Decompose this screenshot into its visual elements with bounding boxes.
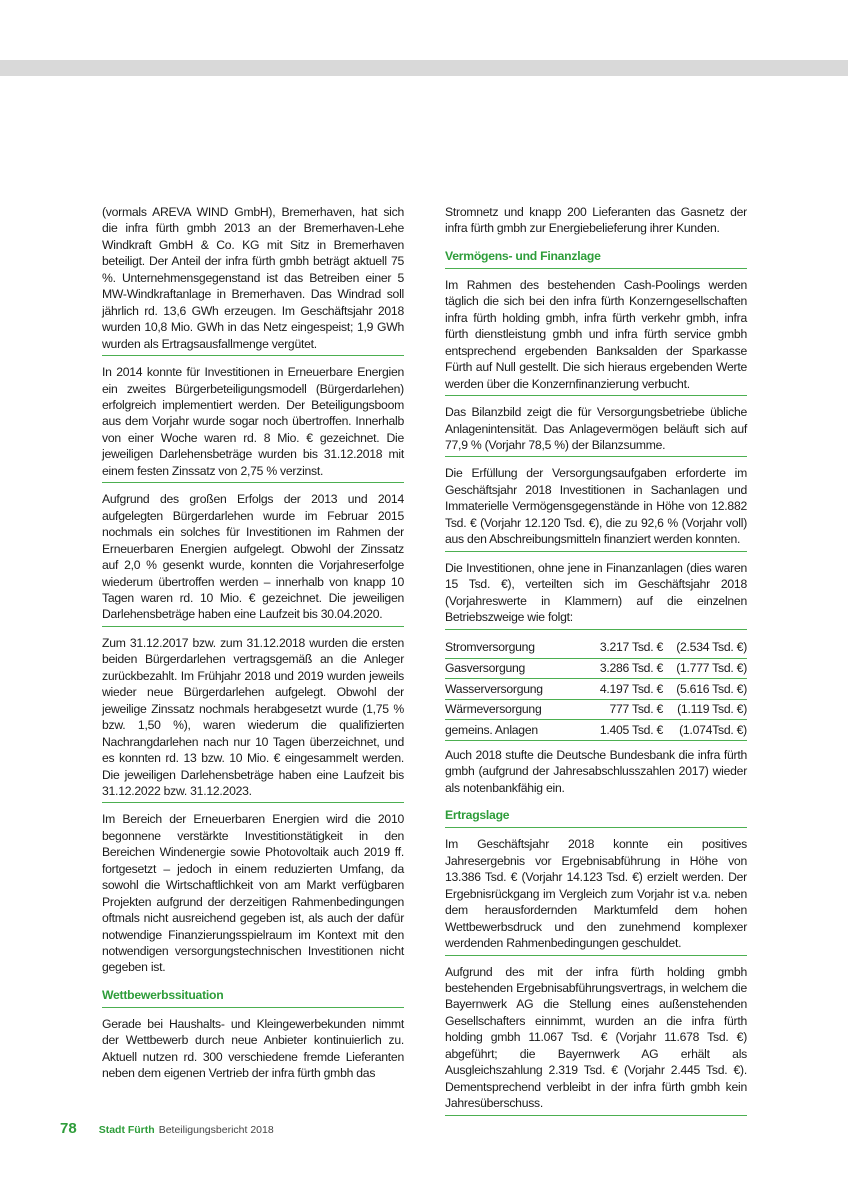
- paragraph-bilanzbild: Das Bilanzbild zeigt die für Versorgungsbetriebe übliche Anlagenintensität. Das Anlagevermögen beläuft sich auf 77,9 % (Vorjahr 78,5 %) der Bilanzsumme.: [445, 404, 747, 457]
- heading-wettbewerbssituation: Wettbewerbssituation: [102, 987, 404, 1008]
- table-cell-prev: (1.119 Tsd. €): [669, 699, 747, 720]
- right-column: [445, 204, 747, 1124]
- table-cell-value: 3.217 Tsd. €: [581, 638, 669, 659]
- table-cell-prev: (1.074Tsd. €): [669, 720, 747, 741]
- table-row: [445, 679, 747, 700]
- table-cell-value: 4.197 Tsd. €: [581, 679, 669, 700]
- table-cell-prev: (2.534 Tsd. €): [669, 638, 747, 659]
- table-cell-label: Stromversorgung: [445, 638, 581, 659]
- paragraph-rueckzahlung: Zum 31.12.2017 bzw. zum 31.12.2018 wurden die ersten beiden Bürgerdarlehen vertragsgemäß an die Anleger zurückbezahlt. Im Frühjahr 2018 und 2019 wurden jeweils wieder neue Bürgerdarlehen aufgelegt. Obwohl der jeweilige Zinssatz nochmals herabgesetzt wurde (1,75 % bzw. 1,50 %), waren wiederum die qualifizierten Nachrangdarlehen nach nur 10 Tagen überzeichnet, und es konnten rd. 13 bzw. 10 Mio. € eingesammelt werden. Die jeweiligen Darlehensbeträge haben eine Laufzeit bis 31.12.2022 bzw. 31.12.2023.: [102, 635, 404, 804]
- table-row: [445, 658, 747, 679]
- footer-report-title: Beteiligungsbericht 2018: [158, 1124, 274, 1136]
- table-cell-label: Wärmeversorgung: [445, 699, 581, 720]
- heading-vermoegens-finanzlage: Vermögens- und Finanzlage: [445, 248, 747, 269]
- table-cell-value: 3.286 Tsd. €: [581, 658, 669, 679]
- paragraph-ergebnisabfuehrung: Aufgrund des mit der infra fürth holding gmbh bestehenden Ergebnisabführungsvertrags, in welchem die Bayernwerk AG die Stellung eines außenstehenden Gesellschafters einnimmt, wurden an die infra fürth holding gmbh 11.067 Tsd. € (Vorjahr 11.678 Tsd. €) abgeführt; die Bayernwerk AG erhält als Ausgleichszahlung 2.319 Tsd. € (Vorjahr 2.445 Tsd. €). Dementsprechend verbleibt in der infra fürth gmbh kein Jahresüberschuss.: [445, 964, 747, 1116]
- paragraph-erneuerbare: Im Bereich der Erneuerbaren Energien wird die 2010 begonnene verstärkte Investitionstätigkeit in den Bereichen Windenergie sowie Photovoltaik auch 2019 ff. fortgesetzt – jedoch in einem reduzierten Umfang, da sowohl die Wirtschaftlichkeit von am Markt verfügbaren Projekten aufgrund der derzeitigen Rahmenbedingungen oftmals nicht ausreichend gegeben ist, als auch der dafür notwendige Finanzierungsspielraum im Kontext mit den notwendigen versorgungstechnischen Investitionen nicht gegeben ist.: [102, 812, 404, 975]
- paragraph-cash-pooling: Im Rahmen des bestehenden Cash-Poolings werden täglich die sich bei den infra fürth Konzerngesellschaften infra fürth holding gmbh, infra fürth verkehr gmbh, infra fürth dienstleistung gmbh und infra fürth service gmbh entsprechend ergebenden Banksalden der Sparkasse Fürth auf Null gestellt. Die sich hieraus ergebenden Werte werden über die Konzernfinanzierung verbucht.: [445, 277, 747, 396]
- paragraph-wettbewerb: Gerade bei Haushalts- und Kleingewerbekunden nimmt der Wettbewerb durch neue Anbieter kontinuierlich zu. Aktuell nutzen rd. 300 verschiedene fremde Lieferanten neben dem eigenen Vertrieb der infra fürth gmbh das: [102, 1016, 404, 1081]
- footer-brand: Stadt Fürth: [98, 1124, 155, 1136]
- table-cell-value: 777 Tsd. €: [581, 699, 669, 720]
- investment-table: [445, 638, 747, 741]
- paragraph-windkraft: (vormals AREVA WIND GmbH), Bremerhaven, hat sich die infra fürth gmbh 2013 an der Bremerhaven-Lehe Windkraft GmbH & Co. KG mit Sitz in Bremerhaven beteiligt. Der Anteil der infra fürth gmbh beträgt aktuell 75 %. Unternehmensgegenstand ist das Betreiben einer 5 MW-Windkraftanlage in Bremerhaven. Das Windrad soll jährlich rd. 13,6 GWh erzeugen. Im Geschäftsjahr 2018 wurden 10,8 Mio. GWh in das Netz eingespeist; 1,9 GWh wurden als Ertragsausfallmenge vergütet.: [102, 204, 404, 356]
- left-column: [102, 204, 404, 1093]
- page-number: 78: [60, 1120, 77, 1137]
- table-row: [445, 638, 747, 659]
- table-row: [445, 720, 747, 741]
- paragraph-bundesbank: Auch 2018 stufte die Deutsche Bundesbank die infra fürth gmbh (aufgrund der Jahresabschlusszahlen 2017) wieder als notenbankfähig ein.: [445, 747, 747, 795]
- page-footer: [60, 1120, 274, 1137]
- table-cell-label: Wasserversorgung: [445, 679, 581, 700]
- paragraph-jahresergebnis: Im Geschäftsjahr 2018 konnte ein positives Jahresergebnis vor Ergebnisabführung in Höhe von 13.386 Tsd. € (Vorjahr 14.123 Tsd. €) erzielt werden. Der Ergebnisrückgang im Vergleich zum Vorjahr ist v.a. neben dem herausfordernden Marktumfeld dem hohen Wettbewerbsdruck und den zunehmend komplexer werdenden Rahmenbedingungen geschuldet.: [445, 836, 747, 955]
- paragraph-buergerdarlehen-2015: Aufgrund des großen Erfolgs der 2013 und 2014 aufgelegten Bürgerdarlehen wurde im Februar 2015 nochmals ein solches für Investitionen im Rahmen der Erneuerbaren Energien aufgelegt. Obwohl der Zinssatz auf 2,0 % gesenkt wurde, konnten die Vorjahreserfolge wiederum übertroffen werden – innerhalb von knapp 10 Tagen waren rd. 10 Mio. € gezeichnet. Die jeweiligen Darlehensbeträge haben eine Laufzeit bis 30.04.2020.: [102, 491, 404, 627]
- paragraph-buergerdarlehen-2014: In 2014 konnte für Investitionen in Erneuerbare Energien ein zweites Bürgerbeteiligungsmodell (Bürgerdarlehen) erfolgreich implementiert werden. Der Beteiligungsboom aus dem Vorjahr wurde sogar noch übertroffen. Innerhalb von einer Woche waren rd. 8 Mio. € gezeichnet. Die jeweiligen Darlehensbeträge wurden bis 31.12.2018 mit einem festen Zinssatz von 2,75 % verzinst.: [102, 364, 404, 483]
- table-cell-label: Gasversorgung: [445, 658, 581, 679]
- heading-ertragslage: Ertragslage: [445, 807, 747, 828]
- paragraph-netze: Stromnetz und knapp 200 Lieferanten das Gasnetz der infra fürth gmbh zur Energiebelieferung ihrer Kunden.: [445, 205, 747, 236]
- paragraph-investitionen: Die Erfüllung der Versorgungsaufgaben erforderte im Geschäftsjahr 2018 Investitionen in Sachanlagen und Immaterielle Vermögensgegenstände in Höhe von 12.882 Tsd. € (Vorjahr 12.120 Tsd. €), die zu 92,6 % (Vorjahr voll) aus den Abschreibungsmitteln finanziert werden konnten.: [445, 465, 747, 551]
- table-cell-prev: (1.777 Tsd. €): [669, 658, 747, 679]
- table-cell-label: gemeins. Anlagen: [445, 720, 581, 741]
- table-row: [445, 699, 747, 720]
- table-cell-value: 1.405 Tsd. €: [581, 720, 669, 741]
- table-cell-prev: (5.616 Tsd. €): [669, 679, 747, 700]
- top-gray-bar: [0, 60, 848, 76]
- paragraph-verteilung: Die Investitionen, ohne jene in Finanzanlagen (dies waren 15 Tsd. €), verteilten sich im Geschäftsjahr 2018 (Vorjahreswerte in Klammern) auf die einzelnen Betriebszweige wie folgt:: [445, 560, 747, 630]
